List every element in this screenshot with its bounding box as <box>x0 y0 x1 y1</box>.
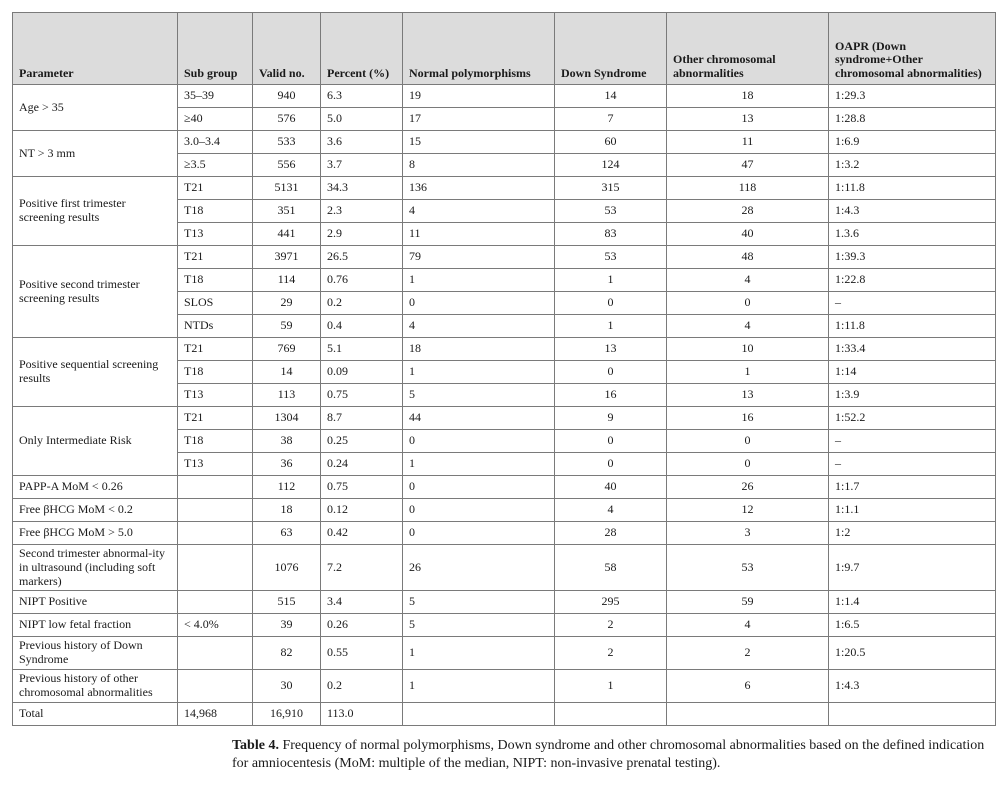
cell-down-syndrome: 0 <box>555 292 667 315</box>
cell-valid-no: 112 <box>253 476 321 499</box>
cell-other-chromosomal: 10 <box>667 338 829 361</box>
cell-oapr: 1:3.9 <box>829 384 996 407</box>
table-row <box>13 85 996 108</box>
cell-down-syndrome: 4 <box>555 499 667 522</box>
cell-valid-no: 576 <box>253 108 321 131</box>
cell-valid-no: 30 <box>253 669 321 702</box>
cell-percent: 0.09 <box>321 361 403 384</box>
cell-sub-group: NTDs <box>178 315 253 338</box>
cell-oapr: 1:28.8 <box>829 108 996 131</box>
cell-normal-polymorphisms: 1 <box>403 669 555 702</box>
cell-percent: 2.3 <box>321 200 403 223</box>
cell-down-syndrome: 40 <box>555 476 667 499</box>
cell-other-chromosomal: 1 <box>667 361 829 384</box>
cell-normal-polymorphisms: 1 <box>403 269 555 292</box>
header-row <box>13 13 996 85</box>
cell-sub-group: T21 <box>178 177 253 200</box>
cell-oapr: – <box>829 453 996 476</box>
cell-percent: 0.25 <box>321 430 403 453</box>
table-row <box>13 338 996 361</box>
cell-normal-polymorphisms: 136 <box>403 177 555 200</box>
cell-oapr: 1:4.3 <box>829 669 996 702</box>
table-row <box>13 669 996 702</box>
cell-other-chromosomal: 47 <box>667 154 829 177</box>
cell-oapr: 1.3.6 <box>829 223 996 246</box>
cell-valid-no: 5131 <box>253 177 321 200</box>
cell-normal-polymorphisms: 17 <box>403 108 555 131</box>
cell-percent: 0.4 <box>321 315 403 338</box>
cell-percent: 113.0 <box>321 702 403 725</box>
cell-down-syndrome: 0 <box>555 361 667 384</box>
cell-normal-polymorphisms: 5 <box>403 384 555 407</box>
table-row <box>13 177 996 200</box>
table-row <box>13 522 996 545</box>
cell-parameter: Previous history of Down Syndrome <box>13 637 178 670</box>
cell-sub-group <box>178 591 253 614</box>
cell-parameter: Previous history of other chromosomal abnormalities <box>13 669 178 702</box>
cell-other-chromosomal: 0 <box>667 453 829 476</box>
cell-normal-polymorphisms: 5 <box>403 614 555 637</box>
cell-down-syndrome <box>555 702 667 725</box>
cell-percent: 0.2 <box>321 292 403 315</box>
cell-normal-polymorphisms: 1 <box>403 637 555 670</box>
col-header-sub-group: Sub group <box>178 13 253 85</box>
cell-oapr: 1:11.8 <box>829 315 996 338</box>
cell-sub-group: T21 <box>178 246 253 269</box>
cell-valid-no: 29 <box>253 292 321 315</box>
cell-down-syndrome: 0 <box>555 453 667 476</box>
cell-valid-no: 1076 <box>253 545 321 591</box>
cell-down-syndrome: 1 <box>555 315 667 338</box>
cell-other-chromosomal: 48 <box>667 246 829 269</box>
cell-oapr: 1:3.2 <box>829 154 996 177</box>
col-header-oapr: OAPR (Down syndrome+Other chromosomal abnormalities) <box>829 13 996 85</box>
col-header-down-syndrome: Down Syndrome <box>555 13 667 85</box>
cell-valid-no: 769 <box>253 338 321 361</box>
cell-down-syndrome: 60 <box>555 131 667 154</box>
cell-down-syndrome: 16 <box>555 384 667 407</box>
cell-normal-polymorphisms: 79 <box>403 246 555 269</box>
cell-other-chromosomal: 0 <box>667 292 829 315</box>
cell-percent: 0.75 <box>321 384 403 407</box>
table-row <box>13 407 996 430</box>
cell-down-syndrome: 315 <box>555 177 667 200</box>
cell-normal-polymorphisms: 1 <box>403 453 555 476</box>
table-row <box>13 637 996 670</box>
cell-sub-group <box>178 545 253 591</box>
cell-parameter: Positive second trimester screening results <box>13 246 178 338</box>
cell-valid-no: 114 <box>253 269 321 292</box>
cell-valid-no: 940 <box>253 85 321 108</box>
cell-parameter: NT > 3 mm <box>13 131 178 177</box>
caption-label: Table 4. <box>232 738 279 753</box>
cell-other-chromosomal: 4 <box>667 315 829 338</box>
cell-normal-polymorphisms: 0 <box>403 292 555 315</box>
cell-valid-no: 59 <box>253 315 321 338</box>
cell-percent: 3.7 <box>321 154 403 177</box>
table-row <box>13 545 996 591</box>
cell-normal-polymorphisms: 1 <box>403 361 555 384</box>
cell-valid-no: 351 <box>253 200 321 223</box>
cell-normal-polymorphisms: 26 <box>403 545 555 591</box>
cell-normal-polymorphisms: 19 <box>403 85 555 108</box>
cell-percent: 26.5 <box>321 246 403 269</box>
col-header-normal-polymorphisms: Normal polymorphisms <box>403 13 555 85</box>
cell-normal-polymorphisms: 11 <box>403 223 555 246</box>
cell-other-chromosomal: 28 <box>667 200 829 223</box>
col-header-percent: Percent (%) <box>321 13 403 85</box>
cell-sub-group: 3.0–3.4 <box>178 131 253 154</box>
cell-sub-group: SLOS <box>178 292 253 315</box>
cell-percent: 0.2 <box>321 669 403 702</box>
table-caption <box>232 737 994 772</box>
cell-normal-polymorphisms: 8 <box>403 154 555 177</box>
col-header-other-chromosomal: Other chromosomal abnormalities <box>667 13 829 85</box>
col-header-valid-no: Valid no. <box>253 13 321 85</box>
cell-valid-no: 82 <box>253 637 321 670</box>
cell-normal-polymorphisms: 15 <box>403 131 555 154</box>
cell-other-chromosomal: 53 <box>667 545 829 591</box>
cell-valid-no: 39 <box>253 614 321 637</box>
cell-sub-group <box>178 669 253 702</box>
cell-percent: 8.7 <box>321 407 403 430</box>
cell-normal-polymorphisms: 18 <box>403 338 555 361</box>
cell-oapr: 1:6.5 <box>829 614 996 637</box>
cell-percent: 0.26 <box>321 614 403 637</box>
cell-percent: 0.12 <box>321 499 403 522</box>
cell-normal-polymorphisms: 0 <box>403 499 555 522</box>
cell-down-syndrome: 124 <box>555 154 667 177</box>
cell-valid-no: 515 <box>253 591 321 614</box>
cell-sub-group: ≥3.5 <box>178 154 253 177</box>
table-row <box>13 131 996 154</box>
cell-down-syndrome: 7 <box>555 108 667 131</box>
cell-sub-group: T18 <box>178 430 253 453</box>
cell-valid-no: 36 <box>253 453 321 476</box>
cell-normal-polymorphisms: 44 <box>403 407 555 430</box>
cell-oapr: 1:9.7 <box>829 545 996 591</box>
cell-down-syndrome: 9 <box>555 407 667 430</box>
cell-other-chromosomal: 2 <box>667 637 829 670</box>
cell-valid-no: 113 <box>253 384 321 407</box>
cell-percent: 0.76 <box>321 269 403 292</box>
cell-down-syndrome: 1 <box>555 669 667 702</box>
cell-oapr: 1:33.4 <box>829 338 996 361</box>
cell-valid-no: 14 <box>253 361 321 384</box>
cell-parameter: NIPT low fetal fraction <box>13 614 178 637</box>
cell-other-chromosomal: 59 <box>667 591 829 614</box>
cell-oapr: 1:29.3 <box>829 85 996 108</box>
cell-valid-no: 533 <box>253 131 321 154</box>
cell-down-syndrome: 58 <box>555 545 667 591</box>
cell-percent: 2.9 <box>321 223 403 246</box>
cell-normal-polymorphisms: 5 <box>403 591 555 614</box>
cell-valid-no: 1304 <box>253 407 321 430</box>
cell-parameter: PAPP-A MoM < 0.26 <box>13 476 178 499</box>
cell-parameter: Only Intermediate Risk <box>13 407 178 476</box>
cell-parameter: Free βHCG MoM > 5.0 <box>13 522 178 545</box>
cell-other-chromosomal: 12 <box>667 499 829 522</box>
cell-percent: 0.24 <box>321 453 403 476</box>
cell-oapr: 1:39.3 <box>829 246 996 269</box>
cell-oapr: – <box>829 292 996 315</box>
cell-sub-group: T21 <box>178 407 253 430</box>
cell-parameter: Free βHCG MoM < 0.2 <box>13 499 178 522</box>
cell-percent: 6.3 <box>321 85 403 108</box>
caption-text: Frequency of normal polymorphisms, Down syndrome and other chromosomal abnormalities based on the defined indication for amniocentesis (MoM: multiple of the median, NIPT: non-invasive prenatal testing). <box>232 738 985 771</box>
cell-down-syndrome: 53 <box>555 246 667 269</box>
cell-oapr: 1:1.7 <box>829 476 996 499</box>
cell-sub-group: 14,968 <box>178 702 253 725</box>
cell-sub-group: 35–39 <box>178 85 253 108</box>
cell-oapr: 1:14 <box>829 361 996 384</box>
cell-other-chromosomal: 3 <box>667 522 829 545</box>
cell-other-chromosomal: 26 <box>667 476 829 499</box>
cell-oapr: 1:11.8 <box>829 177 996 200</box>
cell-down-syndrome: 2 <box>555 637 667 670</box>
cell-sub-group: ≥40 <box>178 108 253 131</box>
cell-down-syndrome: 14 <box>555 85 667 108</box>
cell-valid-no: 16,910 <box>253 702 321 725</box>
cell-normal-polymorphisms <box>403 702 555 725</box>
cell-sub-group <box>178 476 253 499</box>
cell-down-syndrome: 295 <box>555 591 667 614</box>
cell-sub-group: T13 <box>178 384 253 407</box>
cell-sub-group <box>178 499 253 522</box>
cell-down-syndrome: 28 <box>555 522 667 545</box>
cell-other-chromosomal: 4 <box>667 269 829 292</box>
table-row <box>13 246 996 269</box>
cell-normal-polymorphisms: 0 <box>403 522 555 545</box>
cell-oapr: 1:4.3 <box>829 200 996 223</box>
cell-other-chromosomal <box>667 702 829 725</box>
cell-normal-polymorphisms: 0 <box>403 476 555 499</box>
cell-percent: 5.1 <box>321 338 403 361</box>
cell-parameter: Total <box>13 702 178 725</box>
cell-other-chromosomal: 40 <box>667 223 829 246</box>
cell-normal-polymorphisms: 0 <box>403 430 555 453</box>
cell-down-syndrome: 83 <box>555 223 667 246</box>
cell-sub-group: T18 <box>178 361 253 384</box>
cell-percent: 5.0 <box>321 108 403 131</box>
col-header-parameter: Parameter <box>13 13 178 85</box>
cell-valid-no: 556 <box>253 154 321 177</box>
cell-down-syndrome: 53 <box>555 200 667 223</box>
cell-oapr: 1:20.5 <box>829 637 996 670</box>
table-row <box>13 476 996 499</box>
cell-oapr: 1:22.8 <box>829 269 996 292</box>
cell-valid-no: 441 <box>253 223 321 246</box>
cell-percent: 34.3 <box>321 177 403 200</box>
cell-other-chromosomal: 18 <box>667 85 829 108</box>
cell-valid-no: 18 <box>253 499 321 522</box>
cell-oapr <box>829 702 996 725</box>
cell-percent: 0.75 <box>321 476 403 499</box>
cell-sub-group: T13 <box>178 223 253 246</box>
cell-down-syndrome: 0 <box>555 430 667 453</box>
cell-percent: 3.4 <box>321 591 403 614</box>
cell-percent: 0.42 <box>321 522 403 545</box>
cell-oapr: 1:1.4 <box>829 591 996 614</box>
cell-sub-group: < 4.0% <box>178 614 253 637</box>
cell-down-syndrome: 1 <box>555 269 667 292</box>
cell-sub-group: T13 <box>178 453 253 476</box>
cell-parameter: Age > 35 <box>13 85 178 131</box>
cell-valid-no: 3971 <box>253 246 321 269</box>
cell-sub-group: T18 <box>178 200 253 223</box>
cell-oapr: 1:1.1 <box>829 499 996 522</box>
cell-sub-group <box>178 522 253 545</box>
cell-sub-group: T21 <box>178 338 253 361</box>
cell-other-chromosomal: 4 <box>667 614 829 637</box>
table-row <box>13 702 996 725</box>
table-row <box>13 591 996 614</box>
cell-valid-no: 38 <box>253 430 321 453</box>
cell-parameter: Positive first trimester screening results <box>13 177 178 246</box>
amniocentesis-indication-table <box>12 12 996 726</box>
cell-parameter: Second trimester abnormal-ity in ultrasound (including soft markers) <box>13 545 178 591</box>
cell-parameter: NIPT Positive <box>13 591 178 614</box>
cell-oapr: 1:2 <box>829 522 996 545</box>
table-body <box>13 85 996 726</box>
cell-normal-polymorphisms: 4 <box>403 315 555 338</box>
cell-other-chromosomal: 11 <box>667 131 829 154</box>
cell-oapr: 1:52.2 <box>829 407 996 430</box>
cell-valid-no: 63 <box>253 522 321 545</box>
cell-other-chromosomal: 6 <box>667 669 829 702</box>
table-row <box>13 499 996 522</box>
cell-other-chromosomal: 13 <box>667 384 829 407</box>
cell-oapr: 1:6.9 <box>829 131 996 154</box>
cell-parameter: Positive sequential screening results <box>13 338 178 407</box>
cell-other-chromosomal: 0 <box>667 430 829 453</box>
cell-other-chromosomal: 16 <box>667 407 829 430</box>
cell-down-syndrome: 2 <box>555 614 667 637</box>
cell-percent: 0.55 <box>321 637 403 670</box>
cell-sub-group <box>178 637 253 670</box>
cell-down-syndrome: 13 <box>555 338 667 361</box>
cell-sub-group: T18 <box>178 269 253 292</box>
cell-normal-polymorphisms: 4 <box>403 200 555 223</box>
cell-other-chromosomal: 13 <box>667 108 829 131</box>
cell-oapr: – <box>829 430 996 453</box>
cell-percent: 3.6 <box>321 131 403 154</box>
cell-percent: 7.2 <box>321 545 403 591</box>
table-row <box>13 614 996 637</box>
cell-other-chromosomal: 118 <box>667 177 829 200</box>
